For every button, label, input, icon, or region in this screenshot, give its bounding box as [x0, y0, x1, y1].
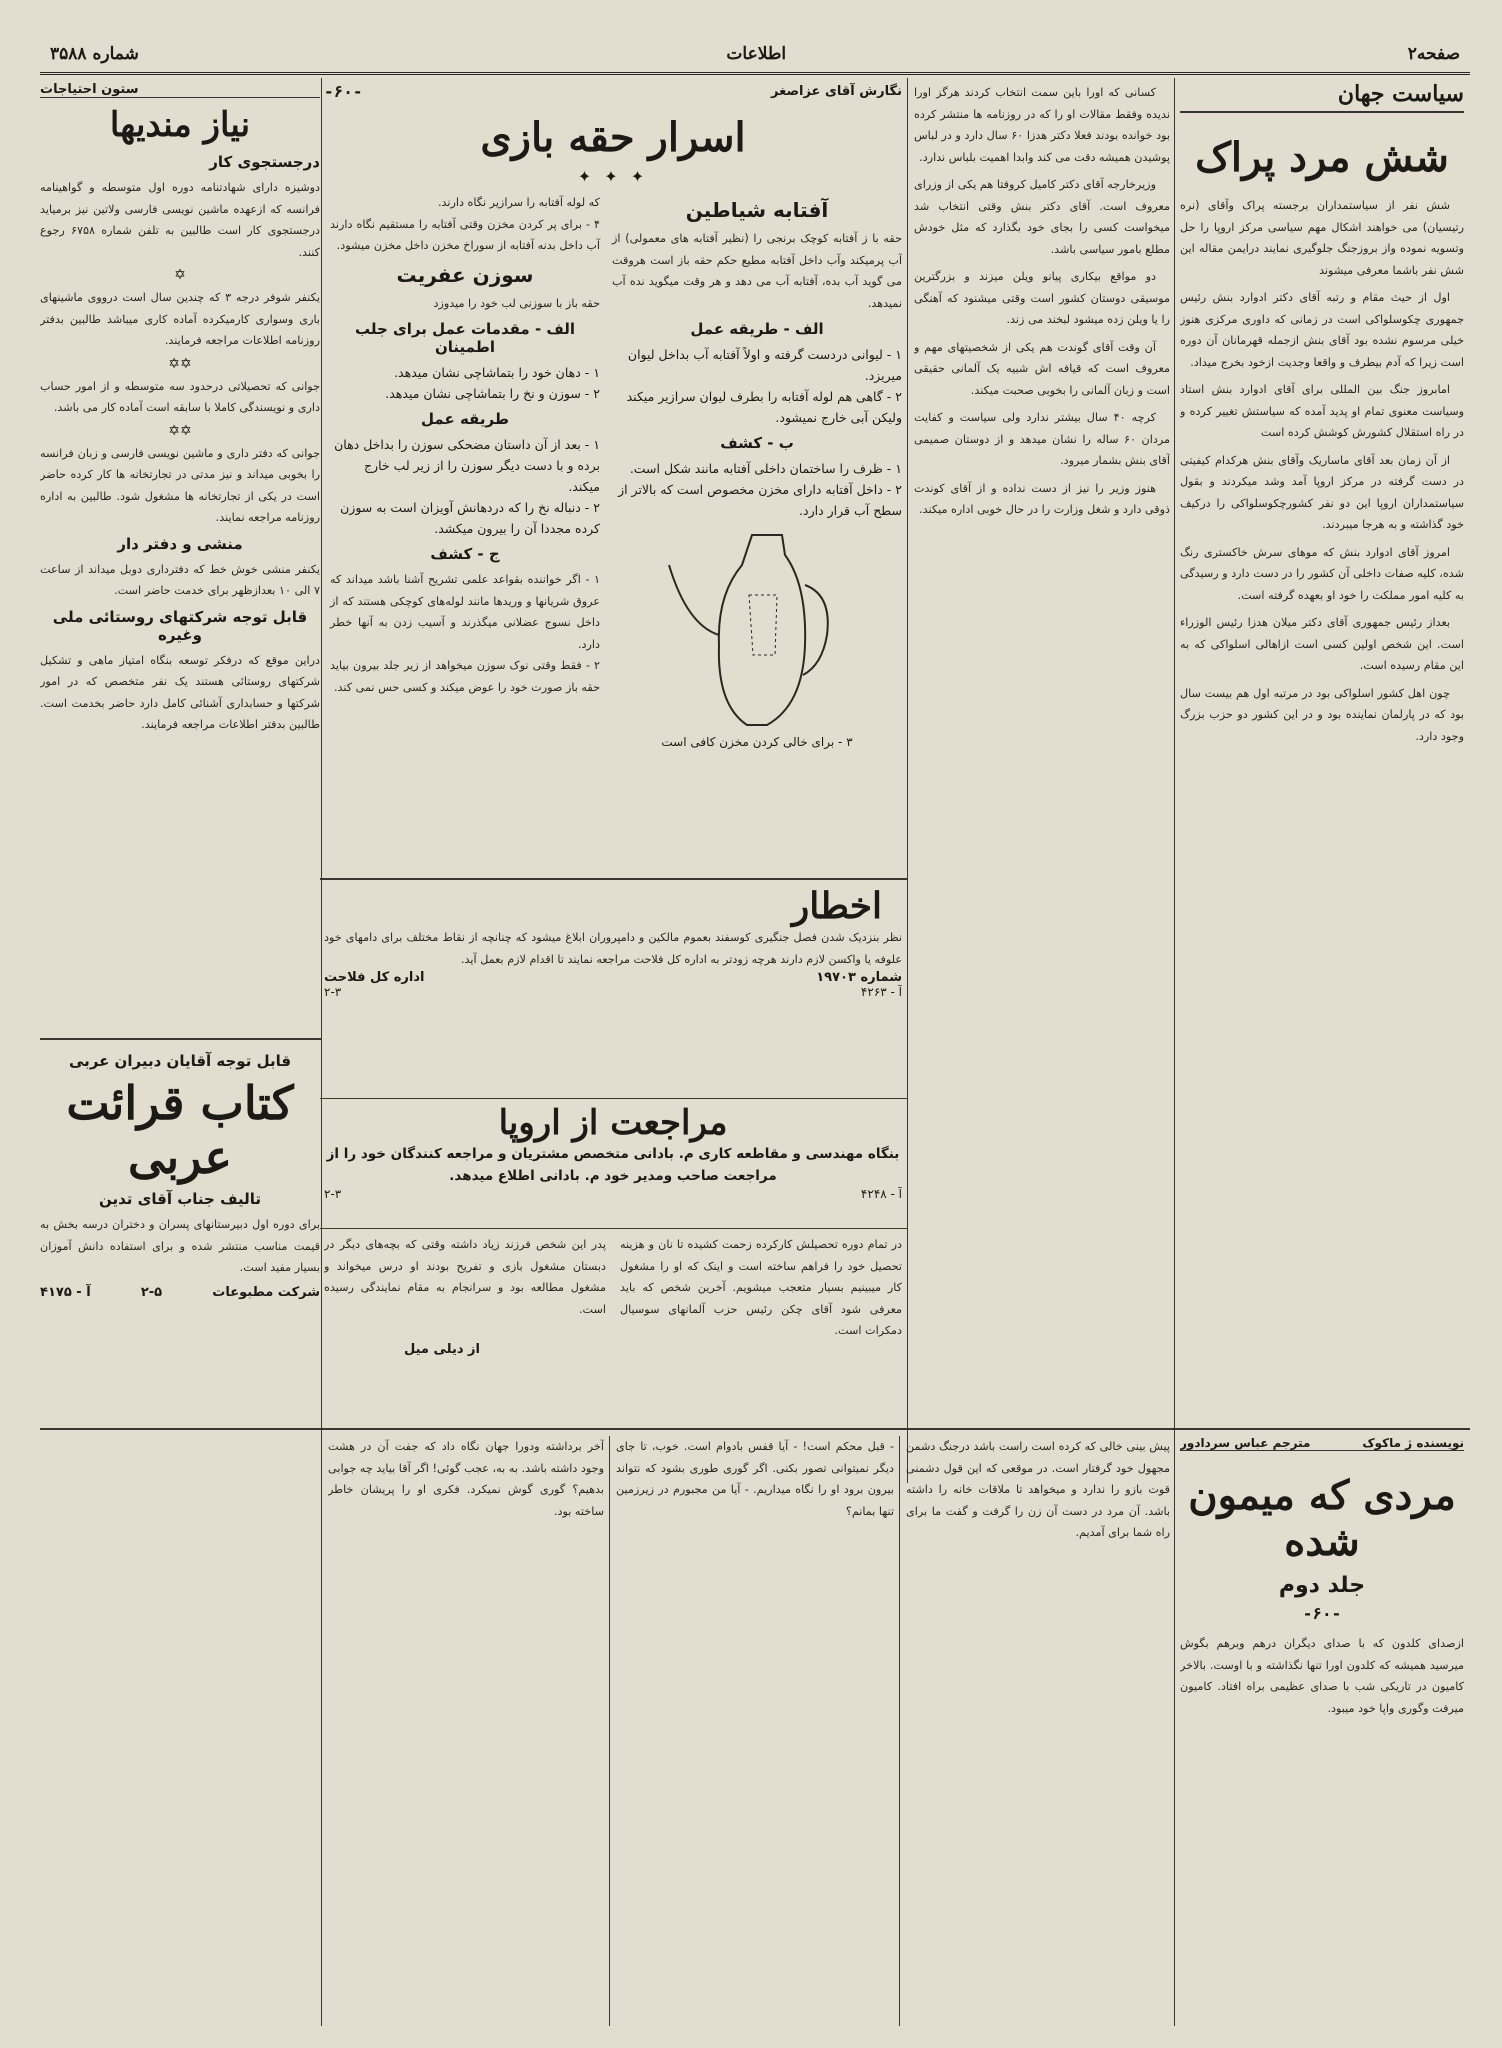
- tricks-page: -۶۰-: [324, 82, 363, 101]
- needle-method-heading: طریقه عمل: [421, 410, 509, 428]
- vase-step: ۱ - ظرف را ساختمان داخلی آفتابه مانند شکل است.: [629, 461, 902, 476]
- book-title: کتاب قرائت عربی: [66, 1076, 294, 1184]
- vase-discovery-heading: ب - کشف: [720, 434, 794, 452]
- section-divider: [40, 1038, 322, 1040]
- daily-mail-byline: از دیلی میل: [404, 1341, 480, 1357]
- serial-column: [616, 1436, 894, 2026]
- europe-text: بنگاه مهندسی و مقاطعه کاری م. بادانی متخصص مشتریان و مراجعه کنندگان خود را از مراجعت صاحب ومدیر خود م. بادانی اطلاع میدهد.: [326, 1146, 900, 1185]
- needle-prep-heading: الف - مقدمات عمل برای جلب اطمینان: [354, 320, 576, 356]
- warning-text: نظر بنزدیک شدن فصل جنگیری کوسفند بعموم مالکین و دامپروران ابلاغ میشود که چنانچه از نقاط مختلف برای دامهای خود علوفه یا واکسن لازم دارند هرچه زودتر به اداره کل فلاحت مراجعه نمایند تا اقدام لازم بعمل آید.: [324, 931, 902, 966]
- masthead: [40, 38, 1470, 75]
- needle-step: ۱ - بعد از آن داستان مضحکی سوزن را بداخل دهان برده و با دست دیگر سوزن را از زیر لب خارج میکند.: [334, 437, 600, 494]
- politics-para: امروز آقای ادوارد بنش که موهای سرش خاکستری رنگ شده، کلیه صفات داخلی آن کشور را در دست دارد و رسیدگی به کلیه امور مملکت را خود او بعهده گرفته است.: [1180, 545, 1464, 602]
- serial-author: نویسنده ژ ماکوک: [1362, 1436, 1464, 1450]
- article-para: پدر این شخص فرزند زیاد داشته وقتی که بچه‌های دیگر در دبستان مشغول بازی و تفریح بودند او درس میخواند و مشغول مطالعه بود و سرانجام به مقام نمایندگی رسیده است.: [324, 1238, 606, 1316]
- section-divider: [40, 1428, 1470, 1430]
- politics-headline: شش مرد پراک: [1195, 134, 1449, 182]
- vase-step: ۲ - داخل آفتابه دارای مخزن مخصوص است که بالاتر از سطح آب قرار دارد.: [618, 482, 902, 518]
- article-para: وزیرخارجه آقای دکتر کامیل کروفتا هم یکی از وزرای معروف است. آقای دکتر بنش وقتی انتخاب شد میخواست کسی را بجای خود بگذارد که مثل خودش مطلع بامور سیاسی باشد.: [914, 178, 1170, 256]
- ad-code: ۲-۳: [324, 1187, 342, 1202]
- needle-trick-title: سوزن عفریت: [396, 262, 534, 287]
- book-notice: قابل توجه آقایان دبیران عربی: [68, 1052, 292, 1070]
- book-description: برای دوره اول دبیرستانهای پسران و دختران درسه بخش به قیمت مناسب منتشر شده و برای استفاده دانش آموزان بسیار مفید است.: [40, 1218, 320, 1274]
- classified-ad: جوانی که تحصیلاتی درحدود سه متوسطه و از امور حساب داری و نویسندگی کاملا با سابقه است آماده کار می باشد.: [40, 379, 320, 415]
- section-divider: [320, 1228, 908, 1229]
- europe-notice: [324, 1104, 902, 1224]
- ad-code: آ - ۴۲۴۸: [860, 1187, 902, 1202]
- article-para: کسانی که اورا باین سمت انتخاب کردند هرگز اورا ندیده وفقط مقالات او را که در روزنامه ها منتشر کرده بود خوانده بودند فعلا دکتر هدزا ۶۰ سال دارد و در لباس پوشیدن همیشه دقت می کند وابدا اهمیت بلباس ندارد.: [914, 86, 1170, 164]
- warning-signature: اداره کل فلاحت: [324, 970, 425, 986]
- classifieds-headline: نیاز مندیها: [109, 105, 251, 145]
- europe-headline: مراجعت از اروپا: [498, 1104, 728, 1143]
- vase-step: ۱ - لیوانی دردست گرفته و اولاً آفتابه آب بداخل لیوان میریزد.: [627, 347, 902, 383]
- star-divider: ✡: [174, 267, 186, 284]
- book-author: تالیف جناب آقای تدین: [99, 1190, 261, 1208]
- needle-step: ۲ - دنباله نخ را که دردهانش آویزان است به سوزن کرده مجددا آن را بیرون میکشد.: [340, 500, 600, 536]
- classifieds-subhead: منشی و دفتر دار: [117, 534, 243, 553]
- politics-para: اول از حیث مقام و رتبه آقای دکتر ادوارد بنش رئیس جمهوری چکوسلواکی است در زمانی که داوری مرکزی هنوز خیلی مرسوم نشده بود آقای بنش ازجمله قهرمانان آن دوره است زیرا که آدم بیطرف و واقعا وجدیت ازخود بخرج میداد.: [1180, 291, 1464, 369]
- vase-trick-title: آفتابه شیاطین: [685, 198, 829, 222]
- column-rule: [321, 78, 322, 1483]
- ad-code: ۲-۳: [324, 985, 342, 1000]
- warning-headline: اخطار: [791, 886, 882, 927]
- classified-ad: یکنفر شوفر درجه ۳ که چندین سال است درووی ماشینهای باری وسواری کارمیکرده آماده کاری میباشد طالبین بدفتر روزنامه اطلاعات مراجعه فرمایند.: [40, 291, 320, 348]
- ad-code: آ - ۴۱۷۵: [40, 1284, 91, 1300]
- serial-volume: جلد دوم: [1278, 1573, 1366, 1598]
- book-publisher: شرکت مطبوعات: [212, 1284, 320, 1300]
- tricks-article: [324, 82, 902, 877]
- book-ad: [40, 1046, 320, 1422]
- needle-step: ۲ - سوزن و نخ را بتماشاچی نشان میدهد.: [385, 386, 600, 401]
- column-rule: [1174, 78, 1175, 1483]
- star-divider: ✡✡: [168, 422, 192, 439]
- politics-para: امابروز جنگ بین المللی برای آقای ادوارد بنش استاد وسیاست معنوی تمام او پدید آمده که سیاستش تغییر کرده و در راه استقلال کشورش کوشش کرده است: [1180, 383, 1464, 440]
- classified-ad: دوشیزه دارای شهادتنامه دوره اول متوسطه و گواهینامه فرانسه که ازعهده ماشین نویسی فارسی ولاتین نیز برمیاید درجستجوی کار است طالبین به تلفن شماره ۶۷۵۸ رجوع کنند.: [40, 181, 320, 259]
- needle-intro: حقه باز با سوزنی لب خود را میدوزد: [433, 296, 600, 310]
- daily-mail-continuation: [324, 1234, 902, 1424]
- serial-page: -۶۰-: [1302, 1604, 1342, 1623]
- politics-kicker: سیاست جهان: [1180, 82, 1464, 113]
- politics-para: چون اهل کشور اسلواکی بود در مرتبه اول هم بیست سال بود که در پارلمان نماینده بود و در این کشور دو حزب بزرگ وجود دارد.: [1180, 686, 1464, 743]
- column-rule: [1174, 1436, 1175, 2026]
- serial-text: - قبل محکم است! - آیا قفس بادوام است. خوب، تا جای دیگر نمیتوانی تصور بکنی. اگر گوری طوری بشود که نتواند بیرون برود او را نگاه میداریم. - آیا من مجبورم در زیرزمین تنها بمانم؟: [616, 1440, 894, 1518]
- serial-column: [328, 1436, 604, 2026]
- vase-illustration: [657, 525, 857, 735]
- serial-header-column: [1180, 1436, 1464, 2026]
- page-label: صفحه۲: [1407, 44, 1460, 64]
- needle-step: ۱ - دهان خود را بتماشاچی نشان میدهد.: [394, 365, 600, 380]
- politics-para: بعداز رئیس جمهوری آقای دکتر میلان هدزا رئیس الوزراء است. این شخص اولین کسی است ازاهالی اسلواکی که به این مقام رسیده است.: [1180, 616, 1464, 673]
- tricks-byline: نگارش آقای عزاصغر: [771, 84, 902, 99]
- warning-ref: شماره ۱۹۷۰۳: [816, 970, 902, 986]
- serial-text: آخر برداشته ودورا جهان نگاه داد که جفت آن در هشت وجود داشته باشد. به به، عجب گوئی! اگر آقا بیاید چه جوابی بدهیم؟ گوری گوش نمیکرد. فکری او را پریشان خاطر ساخته بود.: [328, 1440, 604, 1518]
- article-para: کرچه ۴۰ سال بیشتر ندارد ولی سیاست و کفایت مردان ۶۰ ساله را نشان میدهد و از دوستان صمیمی آقای بنش بشمار میرود.: [914, 411, 1170, 467]
- column-label: ستون احتیاجات: [40, 82, 320, 98]
- vase-tail: ۴ - برای پر کردن مخزن وقتی آفتابه را مستقیم نگاه دارند آب داخل بدنه آفتابه از سوراخ مخزن داخل مخزن میشود.: [330, 217, 600, 252]
- column-rule: [907, 78, 908, 1483]
- needle-trick: [330, 192, 600, 749]
- article-para: در تمام دوره تحصیلش کارکرده زحمت کشیده تا نان و هزینه تحصیل خود را فراهم ساخته است و اینک که او را مشغول کار میبینیم بسیار متعجب میشویم. آخرین شخص که باید معرفی شود آقای چکن رئیس حزب آلمانهای سوسیال دمکرات است.: [620, 1238, 902, 1337]
- section-divider: [320, 878, 908, 880]
- classified-ad: دراین موقع که درفکر توسعه بنگاه امتیاز ماهی و تشکیل شرکتهای روستائی هستند یک نفر متخصص که در امور شرکتها و حسابداری آشنائی کامل دارد حاضر بخدمت است. طالبین بدفتر اطلاعات مراجعه فرمایند.: [40, 653, 320, 732]
- column-rule: [899, 1436, 900, 2026]
- classified-ad: جوانی که دفتر داری و ماشین نویسی فارسی و زبان فرانسه را بخوبی میداند و نیز مدتی در تجارتخانه ها کار کرده حاضر است در یکی از تجارتخانه ها مشغول شود. طالبین به اداره روزنامه مراجعه نمایند.: [40, 446, 320, 525]
- tricks-headline: اسرار حقه بازی: [480, 114, 746, 161]
- classifieds-subhead: قابل توجه شرکتهای روستائی ملی وغیره: [52, 607, 308, 644]
- needle-discovery-text: ۱ - اگر خواننده بقواعد علمی تشریح آشنا باشد میداند که عروق شریانها و وریدها مانند لوله‌های کوچکی هستند که از داخل نسوج عضلانی میگذرند و آسیب زدن به آنها خطر دارد.: [330, 573, 600, 651]
- article-para: آن وقت آقای گوندت هم یکی از شخصیتهای مهم و معروف است که قیافه اش شبیه یک آلمانی حقیقی است و زبان آلمانی را بخوبی صحبت میکند.: [914, 340, 1170, 397]
- ornament-divider: ✦ ✦ ✦: [577, 167, 649, 186]
- column-rule: [321, 1436, 322, 2026]
- ad-code: ۲-۵: [140, 1284, 163, 1300]
- vase-step: ۲ - گاهی هم لوله آفتابه را بطرف لیوان سرازیر میکند ولیکن آبی خارج نمیشود.: [626, 389, 902, 425]
- vase-trick: [612, 192, 902, 749]
- serial-text: پیش بینی خالی که کرده است راست باشد درجنگ دشمن مجهول خود گرفتار است. در موقعی که این قول دشمنی قوت بازو را ندارد و میخواهد تا ملاقات خانه را داشته باشد. آن مرد در دست آن زن را گرفت و گفت ما برای راه شما برای آمدیم.: [906, 1440, 1170, 1539]
- classifieds-column: [40, 82, 320, 1032]
- vase-trick-intro: حقه با ز آفتابه کوچک برنجی را (نظیر آفتابه های معمولی) از آب پرمیکند وآب داخل آفتابه مطیع حکم حقه باز است هروقت می گوید آب بده، آفتابه آب می دهد و هر وقت میگوید نده آب نمیدهد.: [612, 232, 902, 310]
- vase-method-heading: الف - طریقه عمل: [690, 320, 824, 338]
- serial-column: [906, 1436, 1170, 2026]
- vase-caption: ۳ - برای خالی کردن مخزن کافی است: [661, 735, 853, 749]
- section-divider: [320, 1098, 908, 1099]
- newspaper-page: [40, 38, 1470, 2028]
- needle-discovery-heading: ج - کشف: [430, 545, 500, 563]
- needle-discovery-text: ۲ - فقط وقتی نوک سوزن میخواهد از زیر جلد بیرون بیاید حقه باز صورت خود را عوض میکند و کسی حس نمی کند.: [330, 659, 600, 694]
- serial-text: ازصدای کلدون که با صدای دیگران درهم وبرهم بگوش میرسید همیشه که کلدون اورا تنها نگذاشته و با اوست. بالاخر کامیون در تاریکی شب با صدای عظیمی براه افتاد. کامیون میرفت وگوری واپا خود میبود.: [1180, 1637, 1464, 1715]
- politics-body: [1180, 195, 1464, 747]
- vase-tail: که لوله آفتابه را سرازیر نگاه دارند.: [437, 196, 600, 209]
- ad-code: آ - ۴۲۶۳: [860, 985, 902, 1000]
- star-divider: ✡✡: [168, 355, 192, 372]
- politics-lead: شش نفر از سیاستمداران برجسته پراک وآقای (نره رتیسیان) می خواهند اشکال مهم سیاسی مرکز اروپا را حل وتسویه نموده واز بروزجنگ جلوگیری نمایند درایمن مقاله این شش نفر باشما معرفی میشوند: [1180, 199, 1464, 277]
- serial-translator: مترجم عباس سردادور: [1180, 1436, 1311, 1450]
- article-para: دو مواقع بیکاری پیانو ویلن میزند و بزرگترین موسیقی دوستان کشور است وقتی میشنود که آهنگی را یا ویلن زده میشود لبخند می زند.: [914, 270, 1170, 326]
- politics-article: [1180, 82, 1464, 1422]
- classifieds-subhead: درجستجوی کار: [209, 153, 320, 172]
- politics-para: از آن زمان بعد آقای ماساریک وآقای بنش هرکدام کیفیتی در دست گرفته در مرکز اروپا آمد وشد میکردند و بقول سیاستمداران اروپا این دو نفر کشورچکوسلواکی را درکیف خود گذاشته و به هرجا میبردند.: [1180, 453, 1464, 532]
- issue-label: شماره ۳۵۸۸: [50, 44, 139, 64]
- newspaper-name: اطلاعات: [726, 44, 787, 64]
- serial-title: مردی که میمون شده: [1188, 1472, 1456, 1565]
- classified-ad: یکنفر منشی خوش خط که دفترداری دوبل میداند از ساعت ۷ الی ۱۰ بعدازظهر برای خدمت حاضر است.: [40, 562, 320, 598]
- article-para: هنوز وزیر را نیز از دست نداده و از آقای کوندت ذوقی دارد و شغل وزارت را در حال خوبی اداره میکند.: [914, 481, 1170, 516]
- warning-notice: [324, 886, 902, 1092]
- column-rule: [609, 1436, 610, 2026]
- politics-continuation: [914, 82, 1170, 1422]
